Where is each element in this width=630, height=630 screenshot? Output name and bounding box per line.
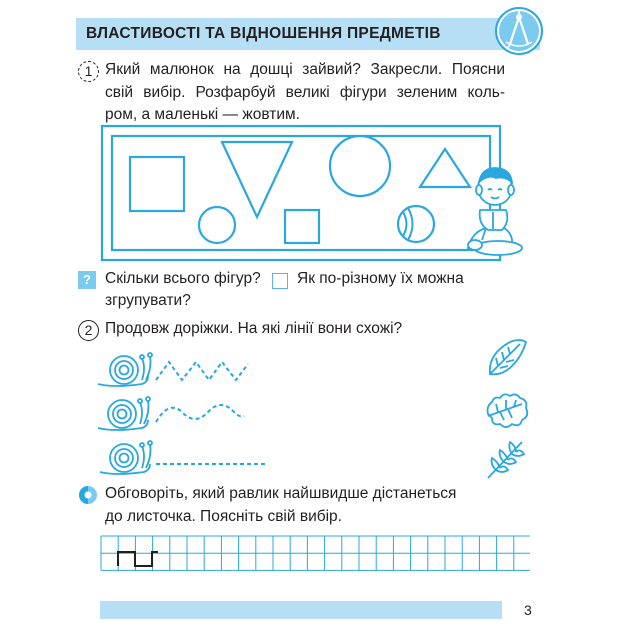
- compass-icon: [494, 6, 544, 56]
- snail-icon-1: [98, 353, 152, 386]
- page-number: 3: [524, 602, 532, 618]
- grid-lines: [101, 536, 530, 570]
- task-1-line-1: Який малюнок на дошці зайвий? Закресли. Поясни: [105, 61, 505, 78]
- wave-path[interactable]: [156, 405, 244, 422]
- zigzag-path[interactable]: [156, 362, 248, 380]
- task-number-1: 1: [78, 61, 99, 82]
- question-text-1: Скільки всього фігур?: [105, 270, 261, 287]
- started-pattern: [118, 552, 158, 566]
- question-badge: ?: [78, 271, 96, 289]
- discussion-text: [105, 483, 456, 528]
- small-circle[interactable]: [199, 207, 235, 243]
- discussion-line-1: Обговоріть, який равлик найшвидше дістанеться: [105, 485, 457, 502]
- question-text-3: згрупувати?: [105, 292, 191, 309]
- question-text-2: Як по-різному їх можна: [297, 270, 464, 287]
- task-2-text: Продовж доріжки. На які лінії вони схожі?: [105, 320, 403, 337]
- discussion-line-2: до листочка. Поясніть свій вибір.: [105, 507, 342, 525]
- question-line-1: [105, 268, 261, 291]
- footer-band: [100, 601, 502, 619]
- shapes-board: [100, 124, 540, 264]
- leaves: [482, 336, 532, 486]
- leaf-icon-1: [490, 340, 526, 374]
- task-1-instructions: [105, 59, 505, 127]
- ball-icon[interactable]: [398, 206, 434, 242]
- task-1-line-2: свій вибір. Розфарбуй великі фігури зеленим коль-: [105, 83, 505, 101]
- big-circle[interactable]: [330, 136, 390, 196]
- big-square[interactable]: [130, 157, 184, 211]
- big-triangle[interactable]: [222, 142, 292, 217]
- discussion-icon: [78, 485, 98, 505]
- leaf-icon-2: [488, 394, 528, 427]
- task-1-line-3: ром, а маленькі — жовтим.: [105, 106, 300, 123]
- leaf-icon-3: [488, 442, 524, 478]
- task-number-2: 2: [78, 320, 99, 341]
- small-square[interactable]: [285, 210, 319, 243]
- boy-illustration: [468, 168, 522, 255]
- snail-paths: [94, 350, 274, 480]
- snail-icon-3: [100, 441, 152, 474]
- square-badge-icon: [272, 273, 288, 289]
- drawing-grid[interactable]: [100, 535, 530, 571]
- snail-icon-2: [98, 397, 150, 430]
- small-triangle[interactable]: [420, 149, 470, 187]
- page-title: ВЛАСТИВОСТІ ТА ВІДНОШЕННЯ ПРЕДМЕТІВ: [86, 25, 441, 42]
